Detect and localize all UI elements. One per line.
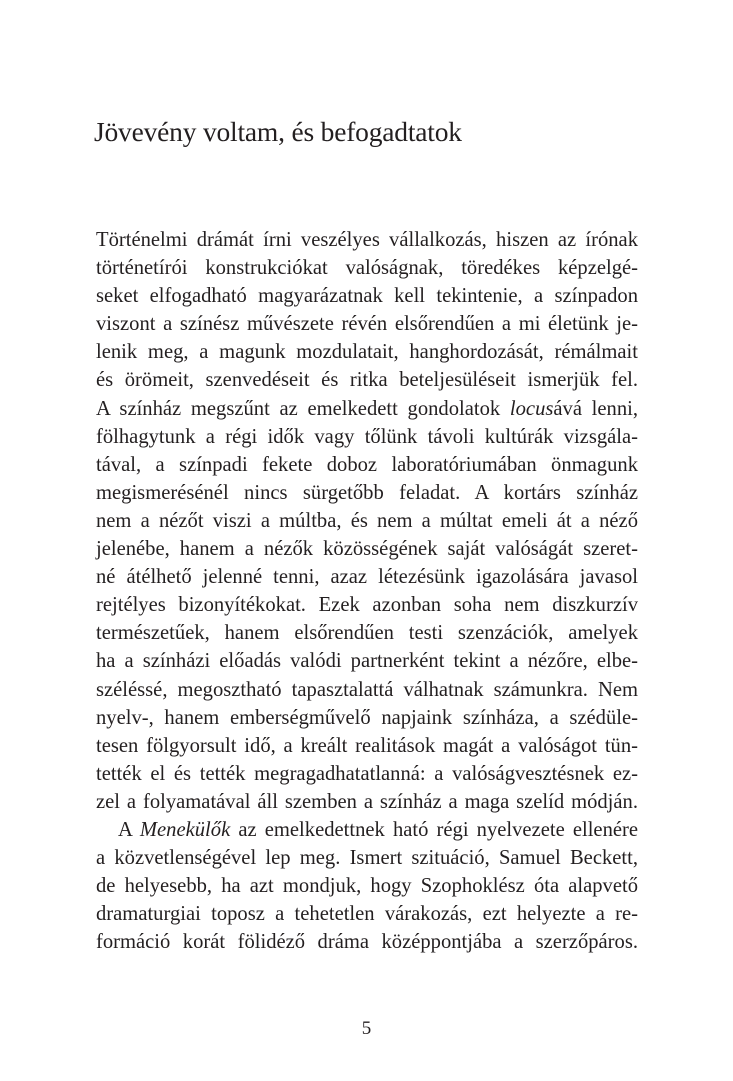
text-line: dramaturgiai toposz a tehetetlen várakozás, ezt helyezte a re- [96, 903, 638, 926]
text-line: lenik meg, a magunk mozdulatait, hanghordozását, rémálmait [96, 341, 638, 364]
text-line: Történelmi drámát írni veszélyes vállalkozás, hiszen az írónak [96, 229, 638, 251]
italic-title-menekulok: Menekülők [139, 818, 231, 841]
text-line: természetűek, hanem elsőrendűen testi szenzációk, amelyek [96, 622, 638, 645]
page-number: 5 [361, 1018, 372, 1039]
text-line: széléssé, megosztható tapasztalattá válhatnak számunkra. Nem [96, 678, 638, 701]
text-line: tették el és tették megragadhatatlanná: a valóságvesztésnek ez- [96, 762, 638, 785]
text-line: formáció korát fölidéző dráma középpontjába a szerzőpáros. [96, 931, 638, 954]
text-line: a közvetlenségével lep meg. Ismert szituáció, Samuel Beckett, [96, 847, 638, 870]
text-line: né átélhető jelenné tenni, azaz létezésünk igazolására javasol [96, 566, 638, 589]
text-line: tával, a színpadi fekete doboz laboratóriumában önmagunk [96, 453, 638, 476]
text-line: seket elfogadható magyarázatnak kell tekintenie, a színpadon [96, 285, 638, 308]
text-line: A színház megszűnt az emelkedett gondolatok locusává lenni, [96, 397, 638, 420]
text-line: viszont a színész művészete révén elsőrendűen a mi életünk je- [96, 313, 638, 336]
text-line: rejtélyes bizonyítékokat. Ezek azonban soha nem diszkurzív [96, 594, 638, 617]
body-text [96, 226, 638, 956]
chapter-title: Jövevény voltam, és befogadtatok [94, 116, 462, 147]
text-line: A Menekülők az emelkedettnek ható régi nyelvezete ellenére [118, 818, 638, 841]
text-line: ha a színházi előadás valódi partnerként tekint a nézőre, elbe- [96, 650, 638, 673]
text-line: de helyesebb, ha azt mondjuk, hogy Szophoklész óta alapvető [96, 875, 638, 898]
italic-term-locus: locus [509, 397, 554, 420]
text-line: fölhagytunk a régi idők vagy tőlünk távoli kultúrák vizsgála- [96, 425, 638, 448]
text-line: és örömeit, szenvedéseit és ritka beteljesüléseit ismerjük fel. [96, 369, 638, 392]
text-line: jelenébe, hanem a nézők közösségének saját valóságát szeret- [96, 538, 638, 561]
text-line: megismerésénél nincs sürgetőbb feladat. A kortárs színház [96, 481, 638, 504]
text-line: nem a nézőt viszi a múltba, és nem a múltat emeli át a néző [96, 509, 638, 532]
text-line: zel a folyamatával áll szemben a színház a maga szelíd módján. [96, 790, 638, 813]
text-line: történetírói konstrukciókat valóságnak, töredékes képzelgé- [96, 257, 638, 280]
text-line: tesen fölgyorsult idő, a kreált realitások magát a valóságot tün- [96, 734, 638, 757]
text-line: nyelv-, hanem emberségművelő napjaink színháza, a szédüle- [96, 706, 638, 729]
